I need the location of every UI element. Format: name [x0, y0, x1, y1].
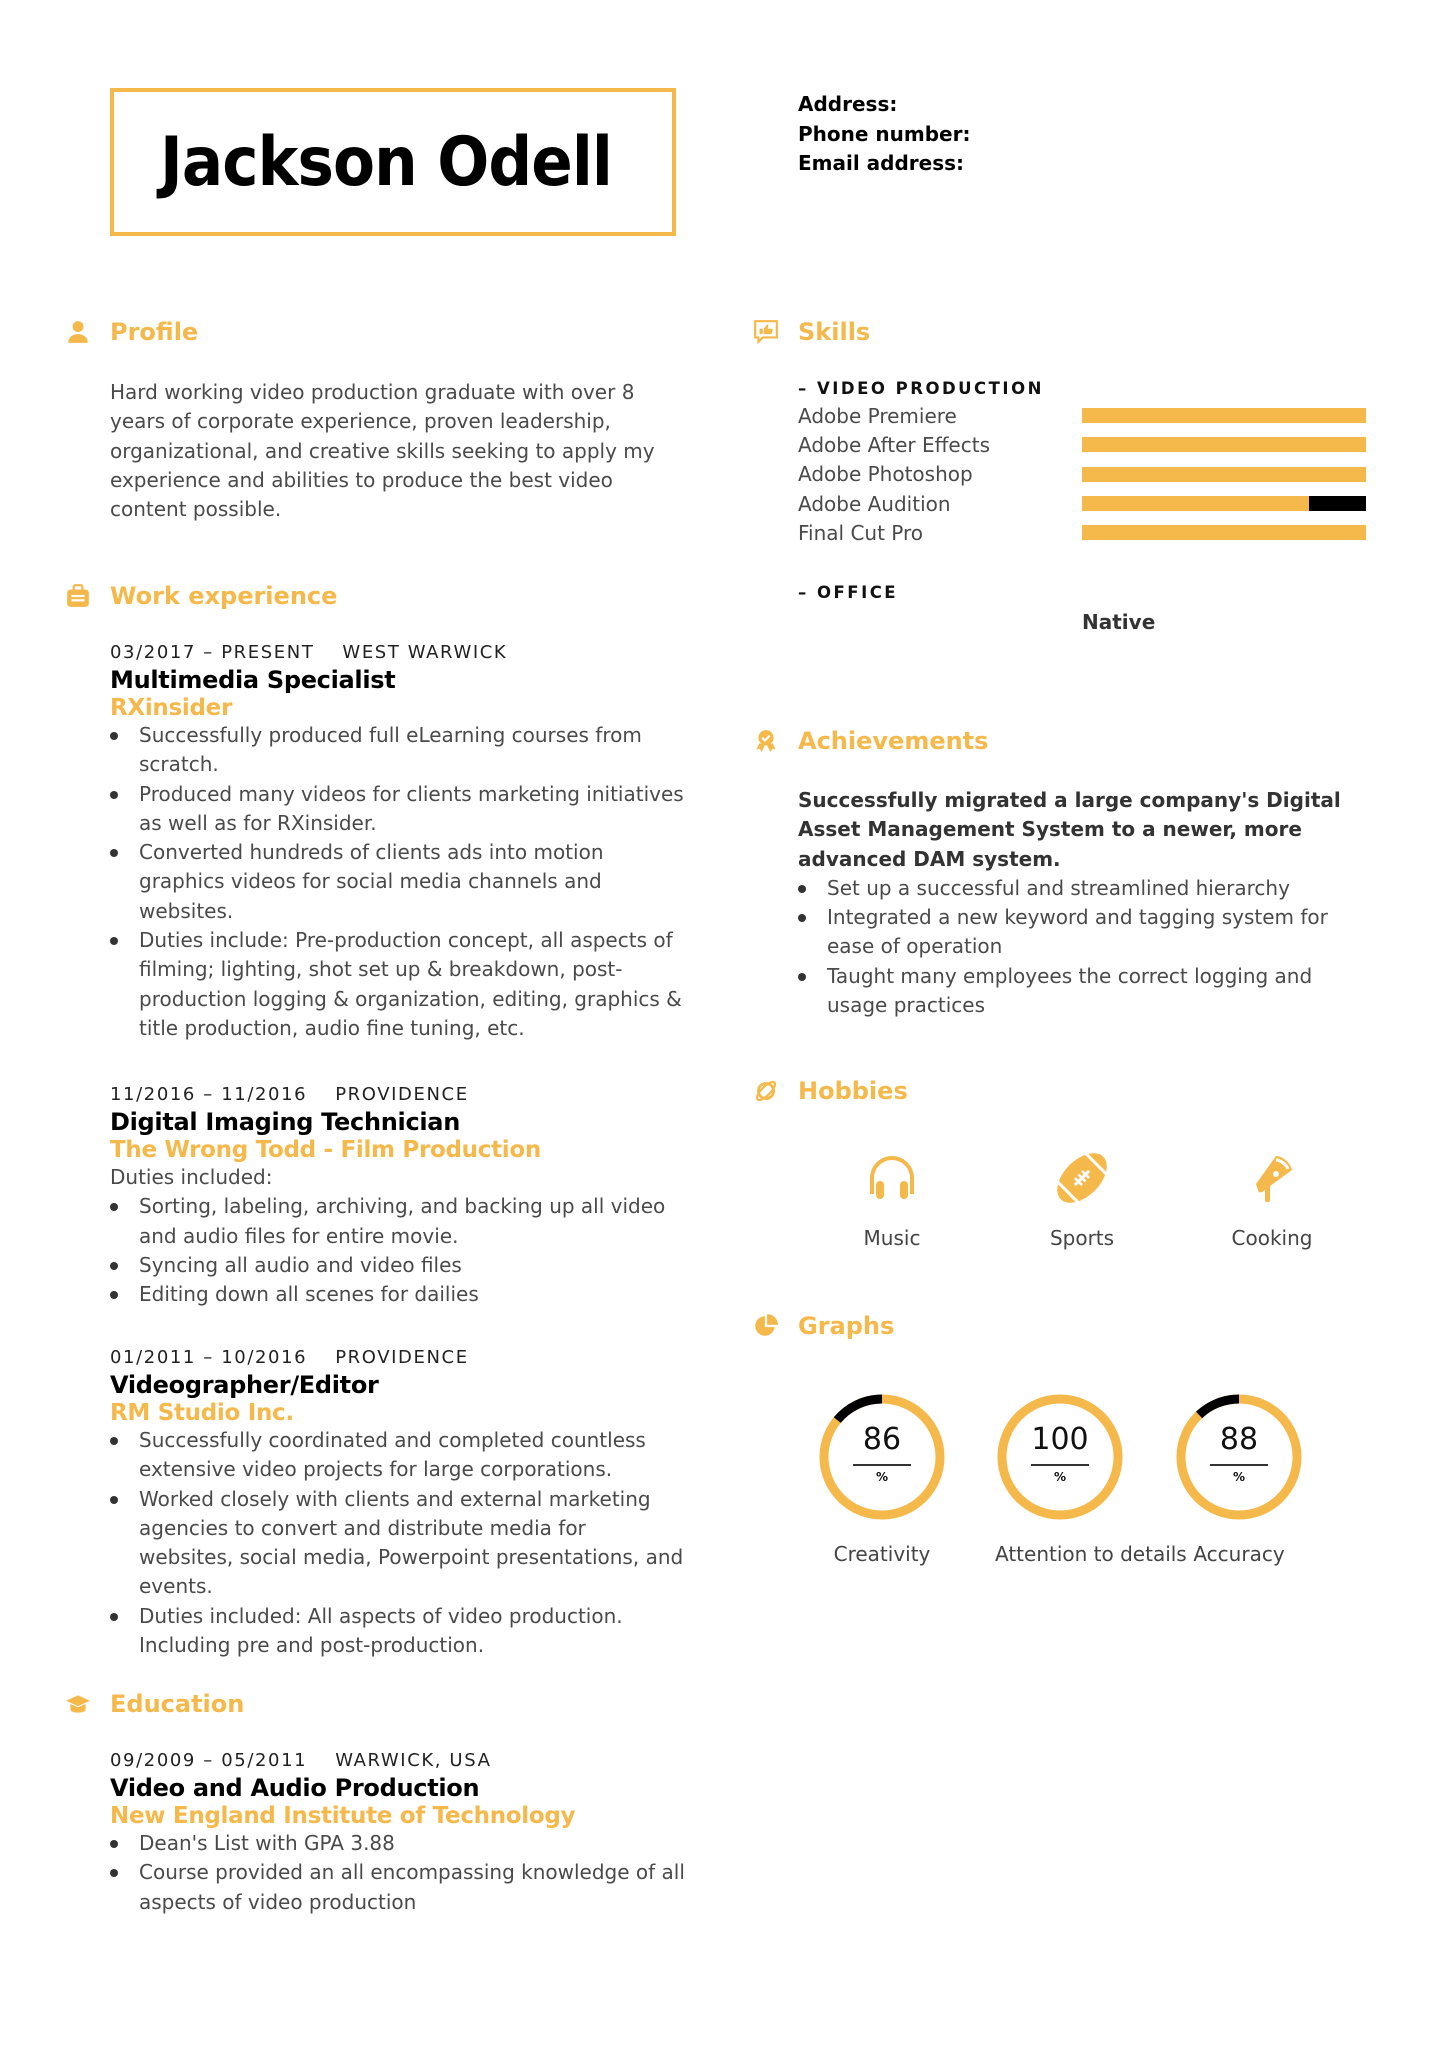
job-dates: 01/2011 – 10/2016 [110, 1347, 308, 1368]
thumbs-up-chat-icon [752, 318, 780, 346]
bullet: Syncing all audio and video files [110, 1251, 685, 1280]
degree-title: Video and Audio Production [110, 1774, 480, 1802]
candidate-name: Jackson Odell [160, 122, 612, 202]
hobbies-title: Hobbies [798, 1077, 908, 1105]
achievements-title: Achievements [798, 727, 989, 755]
job-dates: 11/2016 – 11/2016 [110, 1084, 308, 1105]
job-location: WEST WARWICK [342, 642, 508, 663]
graphs-heading [752, 1312, 894, 1340]
graph-value: 88 [1219, 1422, 1259, 1457]
skill-category: – VIDEO PRODUCTION [798, 379, 1044, 398]
achievement-bullets [798, 874, 1368, 1020]
graph-percent: % [1232, 1470, 1246, 1484]
bullet: Course provided an all encompassing knowledge of all aspects of video production [110, 1858, 685, 1917]
bullet: Duties included: All aspects of video production. Including pre and post-production. [110, 1602, 685, 1661]
email-label: Email address: [798, 151, 965, 175]
hobby-item [1202, 1148, 1342, 1250]
football-icon [1052, 1148, 1112, 1208]
skills-heading [752, 318, 870, 346]
bullet: Produced many videos for clients marketing initiatives as well as for RXinsider. [110, 780, 685, 839]
skill-bar [1082, 467, 1366, 482]
bullet: Converted hundreds of clients ads into motion graphics videos for social media channels and websites. [110, 838, 685, 926]
bullet: Successfully coordinated and completed countless extensive video projects for large corporations. [110, 1426, 685, 1485]
bullet: Worked closely with clients and external marketing agencies to convert and distribute media for websites, social media, Powerpoint presentations, and events. [110, 1485, 685, 1602]
bullet: Sorting, labeling, archiving, and backing up all video and audio files for entire movie. [110, 1192, 685, 1251]
education-meta [110, 1749, 685, 1773]
job-bullets [110, 721, 685, 1043]
school-name: New England Institute of Technology [110, 1803, 576, 1829]
hobby-label: Cooking [1231, 1226, 1313, 1250]
skills-block [798, 379, 1378, 634]
skill-bar [1082, 408, 1366, 423]
phone-label: Phone number: [798, 121, 971, 146]
skill-bar [1082, 496, 1366, 511]
graph-value: 86 [862, 1422, 902, 1457]
hobby-label: Sports [1049, 1226, 1115, 1250]
ring-chart [1174, 1392, 1304, 1522]
bullet: Duties include: Pre-production concept, all aspects of filming; lighting, shot set up & breakdown, post-production logging & organization, editing, graphics & title production, audio fine tuning, etc. [110, 926, 685, 1043]
bullet: Set up a successful and streamlined hierarchy [798, 874, 1368, 903]
profile-text: Hard working video production graduate with over 8 years of corporate experience, proven leadership, organizational, and creative skills seeking to apply my experience and abilities to produce the best video content possible. [110, 380, 655, 522]
skill-bar [1082, 437, 1366, 452]
achievement-headline: Successfully migrated a large company's Digital Asset Management System to a newer, more advanced DAM system. [798, 788, 1341, 871]
profile-title: Profile [110, 318, 199, 346]
headphones-icon [862, 1148, 922, 1208]
graph-ring [995, 1392, 1187, 1566]
job-meta [110, 1083, 685, 1107]
pie-chart-icon [752, 1312, 780, 1340]
graphs-title: Graphs [798, 1312, 895, 1340]
graph-percent: % [875, 1470, 889, 1484]
award-ribbon-icon [752, 727, 780, 755]
job-company: The Wrong Todd - Film Production [110, 1137, 541, 1163]
graduation-cap-icon [64, 1690, 92, 1718]
hobby-item [1012, 1148, 1152, 1250]
graph-value: 100 [1031, 1422, 1089, 1457]
job-title: Videographer/Editor [110, 1371, 379, 1399]
user-icon [64, 318, 92, 346]
achievements-block [798, 786, 1368, 1020]
skill-row [798, 518, 1378, 547]
skill-category: – OFFICE [798, 583, 899, 603]
education-location: WARWICK, USA [335, 1750, 492, 1771]
work-title: Work experience [110, 582, 338, 610]
job-location: PROVIDENCE [335, 1347, 469, 1368]
job-meta [110, 641, 685, 665]
pizza-slice-icon [1242, 1148, 1302, 1208]
graph-ring [1174, 1392, 1304, 1566]
job-entry [110, 641, 685, 1043]
graph-label: Attention to details [995, 1542, 1187, 1566]
skills-title: Skills [798, 318, 871, 346]
work-heading [64, 582, 337, 610]
ring-chart [817, 1392, 947, 1522]
bullet: Taught many employees the correct logging and usage practices [798, 962, 1368, 1021]
skill-row [798, 401, 1378, 430]
skill-level-text: Native [1082, 610, 1156, 635]
skill-label: Adobe Audition [798, 491, 951, 516]
graph-label: Creativity [833, 1542, 931, 1566]
contact-block [798, 90, 970, 179]
education-heading [64, 1690, 244, 1718]
job-entry [110, 1083, 685, 1309]
job-company: RM Studio Inc. [110, 1400, 294, 1426]
job-bullets [110, 1192, 685, 1309]
job-location: PROVIDENCE [335, 1084, 469, 1105]
skill-label: Adobe Photoshop [798, 462, 973, 487]
job-entry [110, 1346, 685, 1660]
skill-label: Adobe After Effects [798, 432, 990, 457]
address-label: Address: [798, 92, 898, 116]
hobby-label: Music [863, 1226, 921, 1250]
education-entry [110, 1749, 685, 1917]
briefcase-icon [64, 582, 92, 610]
job-company: RXinsider [110, 695, 232, 721]
skill-bar [1082, 525, 1366, 540]
graph-divider [1210, 1464, 1268, 1466]
ring-chart [995, 1392, 1125, 1522]
graph-label: Accuracy [1193, 1542, 1285, 1566]
education-bullets [110, 1829, 685, 1917]
skill-row [798, 430, 1378, 459]
job-intro: Duties included: [110, 1165, 273, 1189]
job-bullets [110, 1426, 685, 1660]
education-title: Education [110, 1690, 245, 1718]
graph-percent: % [1053, 1470, 1067, 1484]
planet-icon [752, 1077, 780, 1105]
job-title: Multimedia Specialist [110, 666, 396, 694]
bullet: Dean's List with GPA 3.88 [110, 1829, 685, 1858]
job-dates: 03/2017 – PRESENT [110, 642, 315, 663]
bullet: Successfully produced full eLearning courses from scratch. [110, 721, 685, 780]
skill-label: Final Cut Pro [798, 520, 924, 545]
hobby-item [822, 1148, 962, 1250]
profile-heading [64, 318, 198, 346]
graph-divider [853, 1464, 911, 1466]
job-meta [110, 1346, 685, 1370]
skill-label: Adobe Premiere [798, 403, 957, 428]
name-box [110, 88, 676, 236]
bullet: Editing down all scenes for dailies [110, 1280, 685, 1309]
education-dates: 09/2009 – 05/2011 [110, 1750, 308, 1771]
bullet: Integrated a new keyword and tagging system for ease of operation [798, 903, 1368, 962]
graph-divider [1031, 1464, 1089, 1466]
hobbies-heading [752, 1077, 908, 1105]
graph-ring [817, 1392, 947, 1566]
job-title: Digital Imaging Technician [110, 1108, 460, 1136]
achievements-heading [752, 727, 988, 755]
skill-row [798, 460, 1378, 489]
skill-row [798, 489, 1378, 518]
